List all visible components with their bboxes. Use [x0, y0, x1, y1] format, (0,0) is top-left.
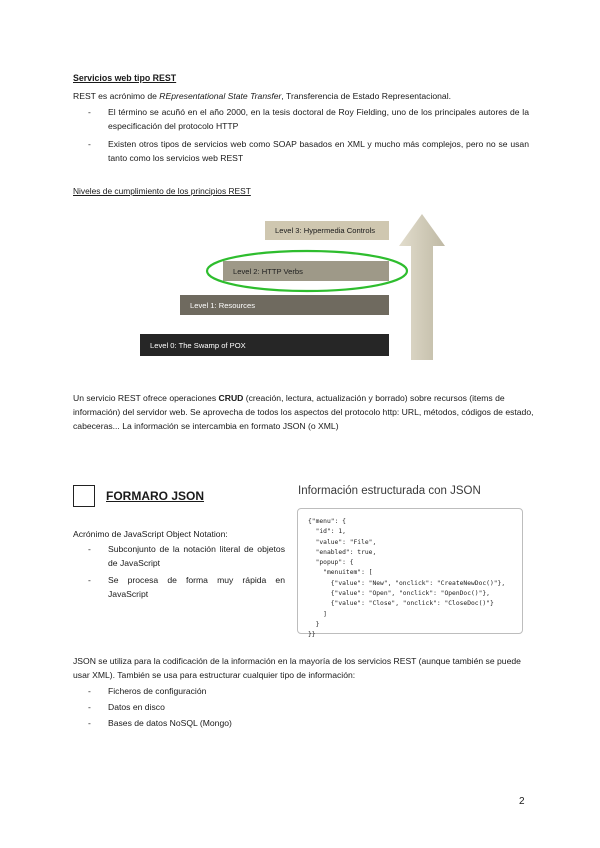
crud-prefix: Un servicio REST ofrece operaciones: [73, 393, 219, 403]
json-image-title: Información estructurada con JSON: [298, 485, 481, 497]
crud-suffix: (creación, lectura, actualización y borrado) sobre recursos (items de información) del servidor web. Se aprovecha de todos los aspectos del protocolo http: URL, métodos, códigos de estado, cabeceras... La información se intercambia en formato JSON (o XML): [73, 393, 534, 431]
list-item: - Se procesa de forma muy rápida en JavaScript: [88, 575, 285, 599]
list-item: - Datos en disco: [88, 702, 165, 712]
rest-intro-prefix: REST es acrónimo de: [73, 91, 160, 101]
level-0-label: Level 0: The Swamp of POX: [150, 340, 246, 350]
level-0-bar: [140, 334, 389, 356]
list-item: - El término se acuñó en el año 2000, en la tesis doctoral de Roy Fielding, uno de los principales autores de la especificación del protocolo HTTP: [88, 107, 529, 131]
rest-intro-italic: REpresentational State Transfer: [159, 91, 282, 101]
crud-paragraph: [73, 391, 535, 433]
list-item: - Subconjunto de la notación literal de objetos de JavaScript: [88, 544, 285, 568]
json-usage-paragraph: JSON se utiliza para la codificación de la información en la mayoría de los servicios REST (aunque también se puede usar XML). También se usa para estructurar cualquier tipo de información:: [73, 656, 521, 680]
rest-bullet-list: [86, 105, 529, 165]
json-bullet-text: Se procesa de forma muy rápida en JavaScript: [108, 575, 285, 599]
json-usage-list: [86, 684, 386, 730]
level-2-label: Level 2: HTTP Verbs: [233, 266, 303, 276]
level-3-bar: [265, 221, 389, 240]
json-code-box: {"menu": { "id": 1, "value": "File", "enabled": true, "popup": { "menuitem": [ {"value": "New", "onclick": "CreateNewDoc()"}, {"value": "Open", "onclick": "OpenDoc()"}, {"value": "Close", "onclick": "CloseDoc()"} ] } }}: [297, 508, 523, 634]
rest-bullet-text: El término se acuñó en el año 2000, en la tesis doctoral de Roy Fielding, uno de los principales autores de la especificación del protocolo HTTP: [108, 107, 529, 131]
page-number: 2: [519, 796, 525, 807]
json-acronym: Acrónimo de JavaScript Object Notation:: [73, 529, 228, 539]
section-title-json: FORMARO JSON: [106, 489, 205, 503]
section-title-rest: Servicios web tipo REST: [73, 73, 177, 83]
level-1-bar: [180, 295, 389, 315]
rest-intro: [73, 89, 533, 103]
crud-bold: CRUD: [218, 393, 244, 403]
rest-intro-suffix: , Transferencia de Estado Representacional.: [281, 91, 452, 101]
level-1-label: Level 1: Resources: [190, 300, 256, 310]
maturity-model-figure: [140, 210, 440, 360]
usage-item-text: Datos en disco: [108, 702, 165, 712]
levels-heading: Niveles de cumplimiento de los principios REST: [73, 186, 251, 196]
highlight-ellipse: [205, 248, 409, 294]
json-bullet-text: Subconjunto de la notación literal de objetos de JavaScript: [108, 544, 285, 568]
list-item: - Bases de datos NoSQL (Mongo): [88, 718, 232, 728]
list-item: - Existen otros tipos de servicios web como SOAP basados en XML y mucho más complejos, pero no se usan tanto como los servicios web REST: [88, 139, 529, 163]
rest-bullet-text: Existen otros tipos de servicios web como SOAP basados en XML y mucho más complejos, pero no se usan tanto como los servicios web REST: [108, 139, 529, 163]
usage-item-text: Ficheros de configuración: [108, 686, 207, 696]
json-bullet-list: [86, 542, 285, 601]
usage-item-text: Bases de datos NoSQL (Mongo): [108, 718, 232, 728]
list-item: - Ficheros de configuración: [88, 686, 207, 696]
level-3-label: Level 3: Hypermedia Controls: [275, 226, 376, 235]
checkbox-square-icon: [73, 485, 95, 507]
